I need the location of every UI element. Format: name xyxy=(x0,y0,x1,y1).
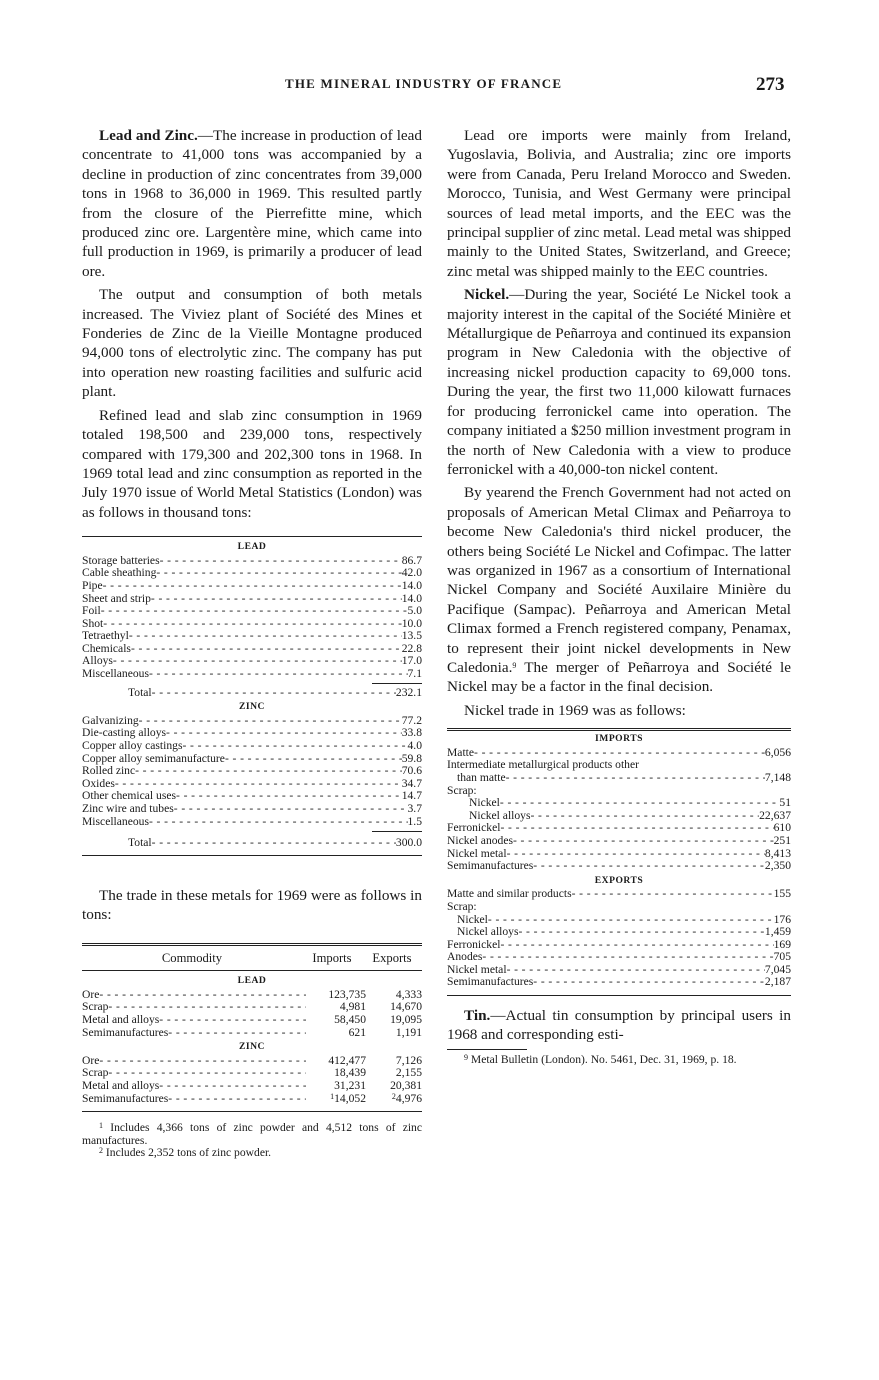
row-label: Storage batteries xyxy=(82,554,160,567)
table-row xyxy=(82,1093,422,1106)
table-row: Nickel alloys - - - 22,637 xyxy=(447,810,791,823)
row-label: Miscellaneous xyxy=(82,668,149,681)
row-value: 2,187 xyxy=(764,976,791,989)
table-row: Nickel - - - 176 xyxy=(447,914,791,927)
row-value: 705 xyxy=(773,951,791,964)
running-header: THE MINERAL INDUSTRY OF FRANCE xyxy=(285,76,563,91)
row-value: 13.5 xyxy=(401,630,422,643)
row-label: Foil xyxy=(82,605,101,618)
lead-total-value: 232.1 xyxy=(395,686,422,699)
row-label: Sheet and strip xyxy=(82,592,151,605)
zinc-section-heading: ZINC xyxy=(239,701,265,713)
row-label: Metal and alloys xyxy=(82,1013,160,1026)
exports-value: 14,670 xyxy=(390,1001,422,1014)
table-row xyxy=(82,567,422,580)
table-row: Nickel alloys - - - 1,459 xyxy=(447,926,791,939)
lead-consumption-rows xyxy=(82,555,422,681)
trade-header-row xyxy=(82,946,422,971)
footnote-mark: 2 xyxy=(99,1146,103,1156)
consumption-table xyxy=(82,536,422,856)
row-value: 3.7 xyxy=(407,803,422,815)
imports-paragraph: Lead ore imports were mainly from Ireland, Yugoslavia, Bolivia, and Australia; zinc ore imports were from Canada, Peru Ireland Morocco and Sweden. Morocco, Tunisia, and West Germany were principal sources of lead metal imports, and the EEC was the principal supplier of zinc metal. Lead metal was shipped mainly to the United States, Switzerland, and Greece; zinc metal was shipped mainly to the EEC countries. xyxy=(447,127,791,280)
table-row xyxy=(82,618,422,631)
table-row: Matte - - - 6,056 xyxy=(447,747,791,760)
table-row: Scrap: xyxy=(447,784,477,797)
exports-column-header: Exports xyxy=(372,950,412,965)
row-label: Semimanufactures xyxy=(447,860,534,873)
footnote-9: $^9$ Metal Bulletin (London). No. 5461, Dec. 31, 1969, p. 18. xyxy=(464,1052,737,1066)
left-column xyxy=(82,126,422,1160)
tin-heading: Tin. xyxy=(464,1007,491,1025)
table-row: than matte - - - 7,148 xyxy=(447,772,791,785)
nickel-trade-intro: Nickel trade in 1969 was as follows: xyxy=(464,701,686,719)
row-label: Cable sheathing xyxy=(82,567,157,580)
trade-paragraph: The trade in these metals for 1969 were as follows in tons: xyxy=(82,886,422,924)
table-row xyxy=(82,1027,422,1040)
row-label: Scrap xyxy=(82,1067,109,1080)
row-value: 5.0 xyxy=(407,605,422,618)
row-value: 7,045 xyxy=(764,963,791,976)
nickel-text: —During the year, Société Le Nickel took a majority interest in the capital of the Société Minière et Métallurgique de Peñarroya and continued its expansion program in New Caledonia with the objective of increasing nickel production capacity to 69,000 tons. During the year, the first two 11,000 kilowatt furnaces for producing ferronickel came into operation. The company initiated a $250 million investment program in the north of New Caledonia with a view to produce ferronickel with a 40,000-ton nickel content. xyxy=(447,286,791,478)
table-row xyxy=(447,976,791,989)
lead-section-heading: LEAD xyxy=(237,541,267,553)
row-label: Copper alloy castings xyxy=(82,740,183,753)
row-value: 251 xyxy=(773,834,791,847)
consumption-paragraph: Refined lead and slab zinc consumption in 1969 totaled 198,500 and 239,000 tons, respectively compared with 179,300 and 202,300 tons in 1968. In 1969 total lead and zinc consumption as reported in the July 1970 issue of World Metal Statistics (London) was as follows in thousand tons: xyxy=(82,406,422,521)
table-row xyxy=(82,593,422,606)
footnote-mark: 1 xyxy=(99,1121,103,1131)
row-label: Other chemical uses xyxy=(82,790,177,803)
imports-value: 18,439 xyxy=(334,1067,366,1080)
row-value: 59.8 xyxy=(401,752,422,765)
row-label: Alloys xyxy=(82,655,113,668)
footnote-1: $^1$ Includes 4,366 tons of zinc powder and 4,512 tons of zinc manufactures. xyxy=(82,1121,423,1147)
imports-value: 412,477 xyxy=(328,1054,366,1067)
row-label: Zinc wire and tubes xyxy=(82,803,174,815)
table-row xyxy=(82,555,422,568)
row-value: 14.0 xyxy=(401,592,422,605)
row-label: Metal and alloys xyxy=(82,1079,160,1092)
zinc-section-heading: ZINC xyxy=(239,1041,265,1053)
exports-value: 1,191 xyxy=(395,1026,422,1039)
row-label: Ore xyxy=(82,1054,100,1067)
row-value: 14.7 xyxy=(401,790,422,803)
table-row xyxy=(82,1001,422,1014)
zinc-trade-rows xyxy=(82,1055,422,1093)
row-label: Nickel metal xyxy=(447,847,507,860)
footnote-mark: 1 xyxy=(330,1092,335,1101)
lead-trade-rows xyxy=(82,989,422,1039)
output-paragraph: The output and consumption of both metals increased. The Viviez plant of Société des Mines et Fonderies de Zinc de la Vieille Montagne produced 94,000 tons of electrolytic zinc. The company has put into operation new roasting facilities and sulfuric acid plant. xyxy=(82,286,422,401)
zinc-consumption-rows xyxy=(82,715,422,828)
table-row: Matte and similar products - - - 155 xyxy=(447,888,791,901)
table-row xyxy=(82,753,422,766)
right-column xyxy=(447,126,791,1066)
lead-section-heading: LEAD xyxy=(237,975,267,987)
row-label: Ferronickel xyxy=(447,822,501,835)
row-label: Nickel metal xyxy=(447,963,507,976)
imports-rows xyxy=(447,822,791,872)
nickel-trade-table xyxy=(447,728,791,996)
row-value: 34.7 xyxy=(401,777,422,790)
trade-table xyxy=(82,943,422,1160)
row-label: Chemicals xyxy=(82,642,131,655)
row-value: 7.1 xyxy=(407,668,422,681)
exports-value: 20,381 xyxy=(390,1079,422,1092)
footnote-mark: 9 xyxy=(464,1052,468,1062)
row-label: Semimanufactures xyxy=(447,976,534,989)
table-row xyxy=(82,655,422,668)
table-row: Scrap: xyxy=(447,900,477,913)
table-row xyxy=(82,778,422,791)
row-label: Semimanufactures xyxy=(82,1026,169,1039)
nickel-paragraph xyxy=(447,285,791,479)
table-row: Intermediate metallurgical products other xyxy=(447,759,639,772)
table-row xyxy=(82,816,422,829)
table-bottom-rule xyxy=(82,855,422,856)
row-value: 77.2 xyxy=(401,714,422,727)
exports-value: 2,155 xyxy=(395,1067,422,1080)
row-value: 610 xyxy=(773,822,791,835)
table-row xyxy=(82,643,422,656)
table-row xyxy=(82,790,422,803)
footnote-mark: 2 xyxy=(391,1092,396,1101)
row-label: Anodes xyxy=(447,951,483,964)
table-bottom-rule xyxy=(447,995,791,996)
lead-total-label: Total xyxy=(128,686,152,699)
commodity-column-header: Commodity xyxy=(161,950,223,965)
lead-zinc-text: —The increase in production of lead concentrate to 41,000 tons was accompanied by a decline in production of zinc concentrates from 39,000 tons in 1968 to 36,000 in 1969. This resulted partly from the closure of the Pierrefitte mine, which produced zinc ore. Largentère mine, which came into full production in 1969, is primarily a producer of lead ore. xyxy=(82,127,422,280)
table-row xyxy=(447,835,791,848)
table-row xyxy=(82,668,422,681)
table-row xyxy=(447,951,791,964)
row-label: Rolled zinc xyxy=(82,765,136,778)
table-row xyxy=(82,803,422,816)
row-label: Miscellaneous xyxy=(82,815,149,828)
footnote-2: $^2$ Includes 2,352 tons of zinc powder. xyxy=(99,1146,272,1160)
imports-value: 14,052 xyxy=(334,1092,366,1105)
table-top-rule xyxy=(447,728,791,731)
row-value: 10.0 xyxy=(401,617,422,630)
footnote-rule xyxy=(447,1049,527,1050)
footnote-mark: 9 xyxy=(512,660,517,670)
row-value: 22.8 xyxy=(401,642,422,655)
table-row xyxy=(82,605,422,618)
subtotal-rule xyxy=(372,831,422,832)
exports-value: 7,126 xyxy=(395,1054,422,1067)
row-label: Shot xyxy=(82,617,104,630)
imports-value: 621 xyxy=(348,1026,366,1039)
header-rule xyxy=(82,970,422,971)
table-row xyxy=(82,715,422,728)
nickel-heading: Nickel. xyxy=(464,286,510,304)
row-value: 4.0 xyxy=(407,740,422,753)
row-label: Pipe xyxy=(82,579,103,592)
row-value: 2,350 xyxy=(764,860,791,873)
row-value: 86.7 xyxy=(401,554,422,567)
imports-value: 31,231 xyxy=(334,1079,366,1092)
table-row xyxy=(82,580,422,593)
exports-value: 4,333 xyxy=(395,988,422,1001)
imports-value: 4,981 xyxy=(339,1001,366,1014)
row-value: 33.8 xyxy=(401,727,422,740)
page-number: 273 xyxy=(756,74,785,95)
row-label: Semimanufactures xyxy=(82,1092,169,1105)
zinc-total-label: Total xyxy=(128,837,152,850)
table-top-rule xyxy=(82,536,422,537)
imports-value: 123,735 xyxy=(328,988,366,1001)
row-value: 17.0 xyxy=(401,655,422,668)
zinc-total-value: 300.0 xyxy=(395,837,422,850)
table-row xyxy=(82,630,422,643)
tin-paragraph: Tin.—Actual tin consumption by principal users in 1968 and corresponding esti- xyxy=(447,1007,791,1044)
imports-value: 58,450 xyxy=(334,1013,366,1026)
lead-zinc-heading: Lead and Zinc. xyxy=(99,127,198,144)
imports-section-heading: IMPORTS xyxy=(595,733,643,745)
row-value: 14.0 xyxy=(401,579,422,592)
exports-rows xyxy=(447,939,791,989)
table-row xyxy=(82,1014,422,1027)
table-row xyxy=(447,860,791,873)
row-value: 1.5 xyxy=(407,815,422,828)
row-value: 70.6 xyxy=(401,765,422,778)
imports-column-header: Imports xyxy=(312,950,352,965)
table-row xyxy=(82,1067,422,1080)
table-row xyxy=(82,727,422,740)
row-label: Nickel anodes xyxy=(447,834,513,847)
row-value: 8,413 xyxy=(764,847,791,860)
row-label: Oxides xyxy=(82,777,115,790)
subtotal-rule xyxy=(372,683,422,684)
lead-total-row xyxy=(82,687,422,700)
row-label: Galvanizing xyxy=(82,714,139,727)
table-row xyxy=(82,765,422,778)
row-label: Copper alloy semimanufacture xyxy=(82,752,225,765)
row-value: 169 xyxy=(773,938,791,951)
exports-section-heading: EXPORTS xyxy=(594,874,644,886)
table-row xyxy=(82,1080,422,1093)
table-row xyxy=(82,740,422,753)
table-row: Nickel - - - 51 xyxy=(447,797,791,810)
row-label: Ferronickel xyxy=(447,938,501,951)
table-bottom-rule xyxy=(82,1111,422,1112)
row-value: 42.0 xyxy=(401,567,422,580)
exports-value: 19,095 xyxy=(390,1013,422,1026)
row-label: Tetraethyl xyxy=(82,630,129,643)
table-row xyxy=(447,939,791,952)
zinc-total-row xyxy=(82,837,422,850)
table-row xyxy=(82,1055,422,1068)
table-row xyxy=(447,964,791,977)
yearend-paragraph: By yearend the French Government had not acted on proposals of American Metal Climax and Peñarroya to become New Caledonia's third nickel producer, the others being Société Le Nickel and Cofimpac. The latter was organized in 1967 as a consortium of International Nickel Company and Société Auxilaire Minière du Pacifique (Sampac). Peñarroya and American Metal Climax formed a French registered company, Penamax, to represent their joint nickel developments in New Caledonia.$^9$ The merger of Peñarroya and Société le Nickel may be a factor in the final decision. xyxy=(447,484,791,696)
row-label: Scrap xyxy=(82,1001,109,1014)
row-label: Die-casting alloys xyxy=(82,727,167,740)
row-label: Ore xyxy=(82,988,100,1001)
exports-value: 4,976 xyxy=(395,1092,422,1105)
table-row xyxy=(447,848,791,861)
lead-zinc-paragraph xyxy=(82,126,422,281)
table-row xyxy=(447,822,791,835)
table-row xyxy=(82,989,422,1002)
